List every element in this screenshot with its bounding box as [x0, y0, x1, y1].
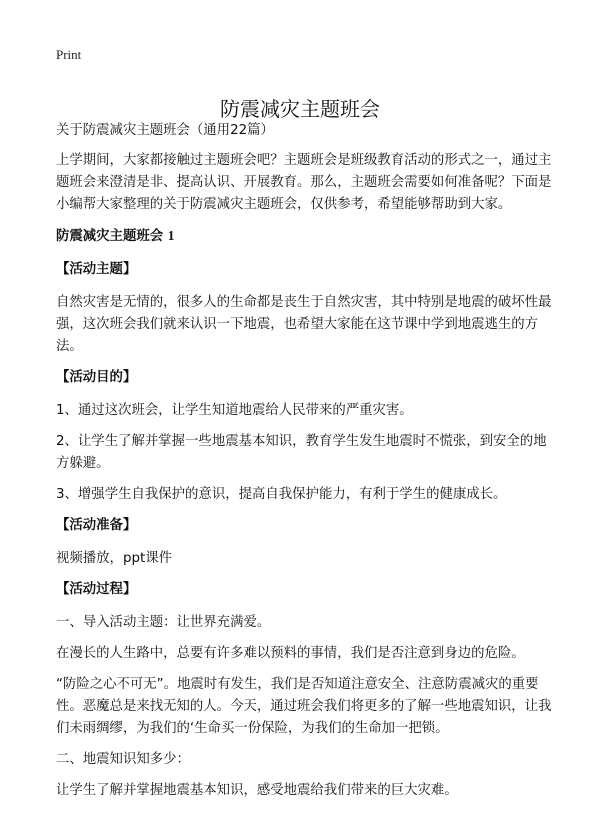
process-step-2-text: 让学生了解并掌握地震基本知识，感受地震给我们带来的巨大灾难。 — [56, 783, 458, 798]
goal-item-2: 2、让学生了解并掌握一些地震基本知识，教育学生发生地震时不慌张，到安全的地方躲避。 — [56, 434, 547, 471]
process-step-2: 二、地震知识知多少： — [56, 752, 190, 767]
goal-heading: 【活动目的】 — [56, 370, 137, 385]
goal-item-1: 1、通过这次班会，让学生知道地震给人民带来的严重灾害。 — [56, 403, 413, 418]
process-heading: 【活动过程】 — [56, 582, 137, 597]
section-title-text: 防震减灾主题班会 — [56, 229, 164, 244]
theme-paragraph: 自然灾害是无情的，很多人的生命都是丧生于自然灾害，其中特别是地震的破坏性最强，这次班会我们就来认识一下地震，也希望大家能在这节课中学到地震逃生的方法。 — [56, 295, 552, 354]
prep-paragraph: 视频播放，ppt课件 — [56, 551, 172, 566]
goal-item-3: 3、增强学生自我保护的意识，提高自我保护能力，有利于学生的健康成长。 — [56, 487, 507, 502]
print-link[interactable]: Print — [56, 47, 82, 62]
page-title: 防震减灾主题班会 — [220, 97, 380, 122]
article-subtitle: 关于防震减灾主题班会（通用22篇） — [56, 123, 274, 138]
process-step-1: 一、导入活动主题：让世界充满爱。 — [56, 615, 271, 630]
intro-paragraph: 上学期间，大家都接触过主题班会吧？主题班会是班级教育活动的形式之一，通过主题班会来澄清是非、提高认识、开展教育。那么，主题班会需要如何准备呢？下面是小编帮大家整理的关于防震减灾主题班会，仅供参考，希望能够帮助到大家。 — [56, 153, 552, 212]
article-body — [56, 120, 552, 811]
process-step-1-text: 在漫长的人生路中，总要有许多难以预料的事情，我们是否注意到身边的危险。 — [56, 646, 525, 661]
section-title-number: 1 — [167, 228, 175, 243]
theme-heading: 【活动主题】 — [56, 262, 137, 277]
quote-paragraph: “防险之心不可无”。地震时有发生，我们是否知道注意安全、注意防震减灾的重要性。恶魔总是来找无知的人。今天，通过班会我们将更多的了解一些地震知识，让我们未雨绸缪，为我们的‘生命买一份保险，为我们的生命加一把锁。 — [56, 677, 552, 736]
section-title — [56, 225, 552, 248]
prep-heading: 【活动准备】 — [56, 518, 137, 533]
